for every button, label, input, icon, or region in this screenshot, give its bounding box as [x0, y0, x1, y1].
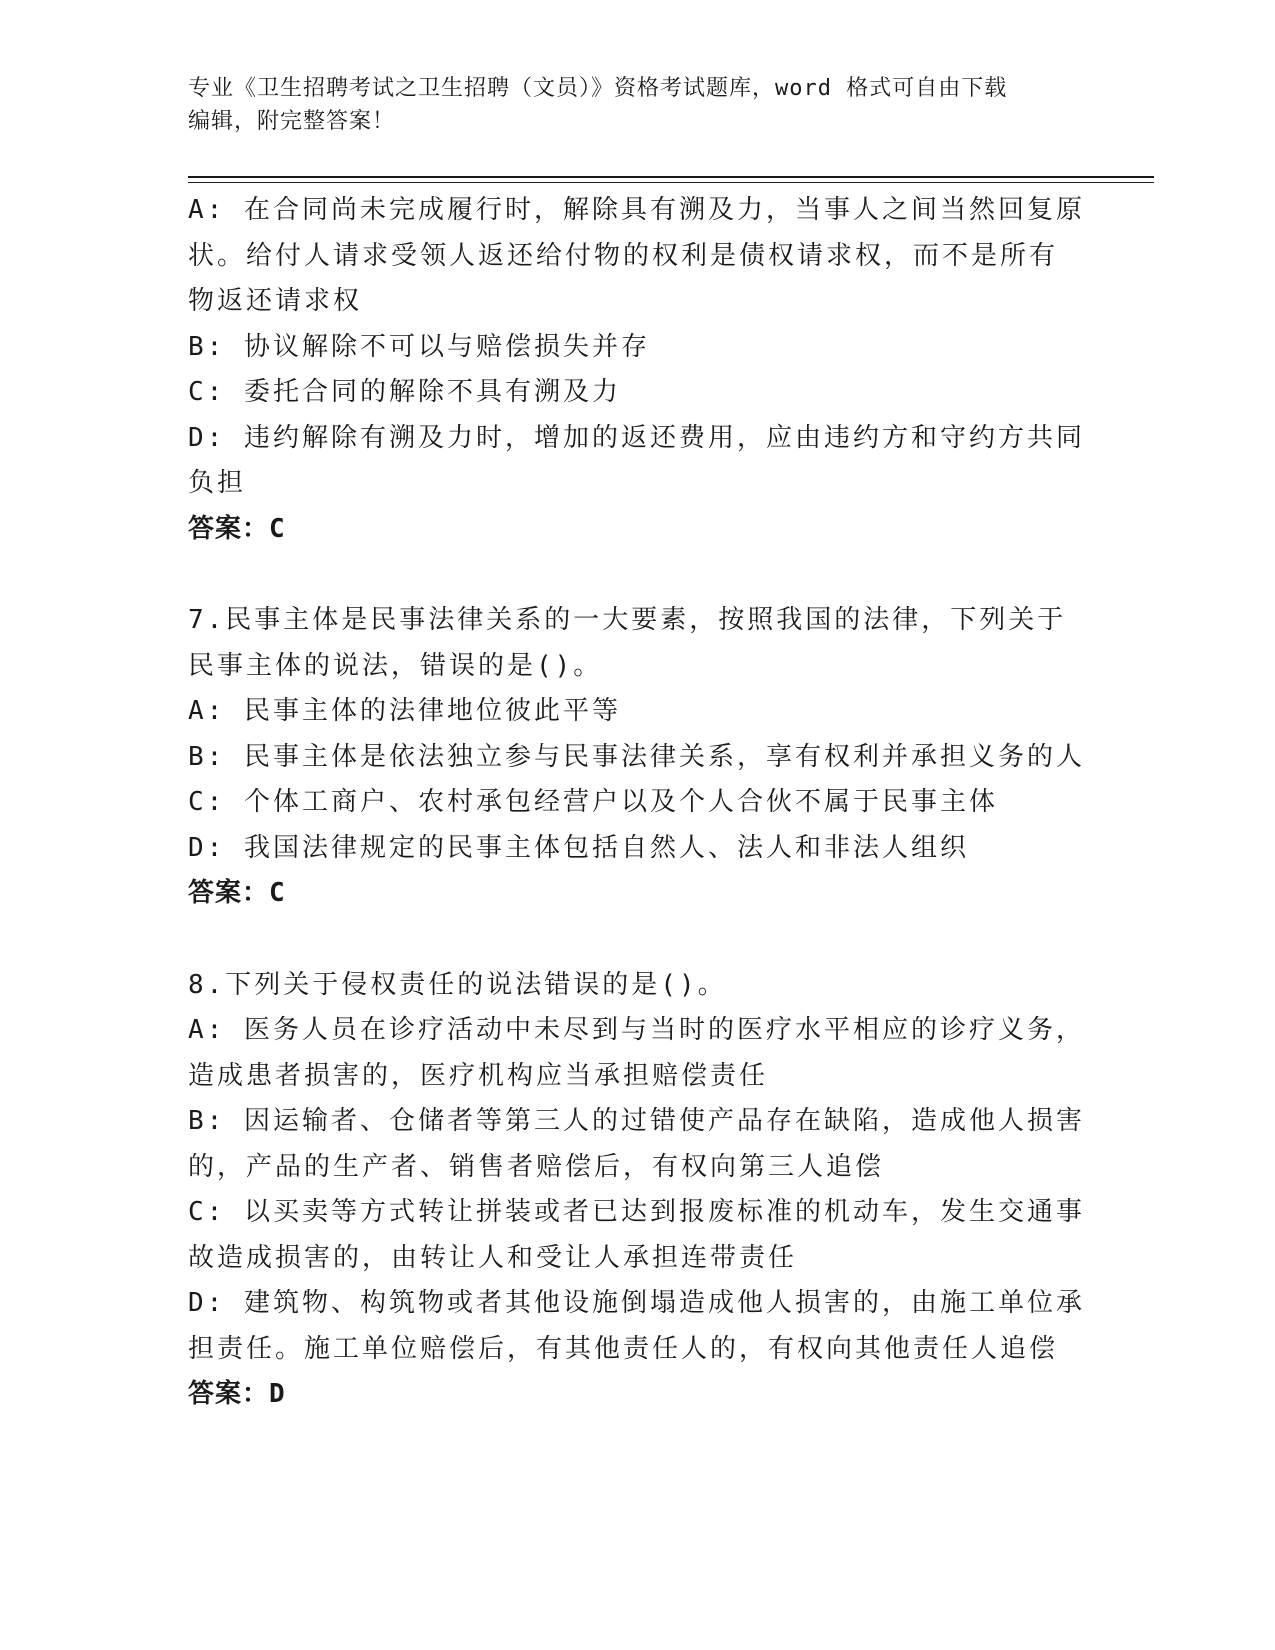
- q7-option-d: D: 我国法律规定的民事主体包括自然人、法人和非法人组织: [188, 832, 969, 863]
- q8-option-a-line-2: 造成患者损害的，医疗机构应当承担赔偿责任: [188, 1060, 769, 1091]
- question-7-block: [188, 598, 1085, 917]
- q7-stem-line-2: 民事主体的说法，错误的是()。: [188, 650, 603, 681]
- q6-option-a-line-3: 物返还请求权: [188, 286, 363, 316]
- question-8-block: [188, 963, 1085, 1418]
- spacer: [188, 552, 1068, 598]
- header-line-2: 编辑，附完整答案！: [188, 109, 396, 134]
- question-content: [188, 188, 1085, 1418]
- q8-option-b-line-1: B: 因运输者、仓储者等第三人的过错使产品存在缺陷，造成他人损害: [188, 1106, 1085, 1136]
- q8-option-d-line-1: D: 建筑物、构筑物或者其他设施倒塌造成他人损害的，由施工单位承: [188, 1288, 1085, 1318]
- q8-option-d-line-2: 担责任。施工单位赔偿后，有其他责任人的，有权向其他责任人追偿: [188, 1333, 1059, 1364]
- q7-option-c: C: 个体工商户、农村承包经营户以及个人合伙不属于民事主体: [188, 787, 998, 817]
- q8-stem: 8.下列关于侵权责任的说法错误的是()。: [188, 969, 727, 1000]
- q8-option-c-line-2: 故造成损害的，由转让人和受让人承担连带责任: [188, 1242, 798, 1273]
- q8-option-a-line-1: A: 医务人员在诊疗活动中未尽到与当时的医疗水平相应的诊疗义务，: [188, 1015, 1085, 1045]
- q6-option-d-line-2: 负担: [188, 468, 247, 498]
- q7-option-a: A: 民事主体的法律地位彼此平等: [188, 696, 621, 726]
- q8-option-b-line-2: 的，产品的生产者、销售者赔偿后，有权向第三人追偿: [188, 1151, 885, 1182]
- q6-answer: 答案：C: [188, 513, 286, 544]
- q7-option-b: B: 民事主体是依法独立参与民事法律关系，享有权利并承担义务的人: [188, 741, 1085, 772]
- q6-option-d-line-1: D: 违约解除有溯及力时，增加的返还费用，应由违约方和守约方共同: [188, 422, 1085, 453]
- header-rule-thin: [188, 182, 1154, 183]
- q8-answer: 答案：D: [188, 1379, 286, 1409]
- spacer: [188, 917, 1068, 963]
- header-line-1: 专业《卫生招聘考试之卫生招聘（文员）》资格考试题库，word 格式可自由下载: [188, 76, 1008, 101]
- q8-option-c-line-1: C: 以买卖等方式转让拼装或者已达到报废标准的机动车，发生交通事: [188, 1197, 1085, 1227]
- q7-answer: 答案：C: [188, 878, 286, 908]
- q6-option-b: B: 协议解除不可以与赔偿损失并存: [188, 331, 650, 362]
- q6-option-a-line-1: A: 在合同尚未完成履行时，解除具有溯及力，当事人之间当然回复原: [188, 195, 1085, 225]
- header-rule-thick: [188, 176, 1154, 178]
- question-6-block: [188, 188, 1085, 552]
- q6-option-c: C: 委托合同的解除不具有溯及力: [188, 377, 621, 407]
- page-header: [188, 72, 1088, 138]
- q7-stem-line-1: 7.民事主体是民事法律关系的一大要素，按照我国的法律，下列关于: [188, 605, 1067, 635]
- q6-option-a-line-2: 状。给付人请求受领人返还给付物的权利是债权请求权，而不是所有: [188, 240, 1059, 271]
